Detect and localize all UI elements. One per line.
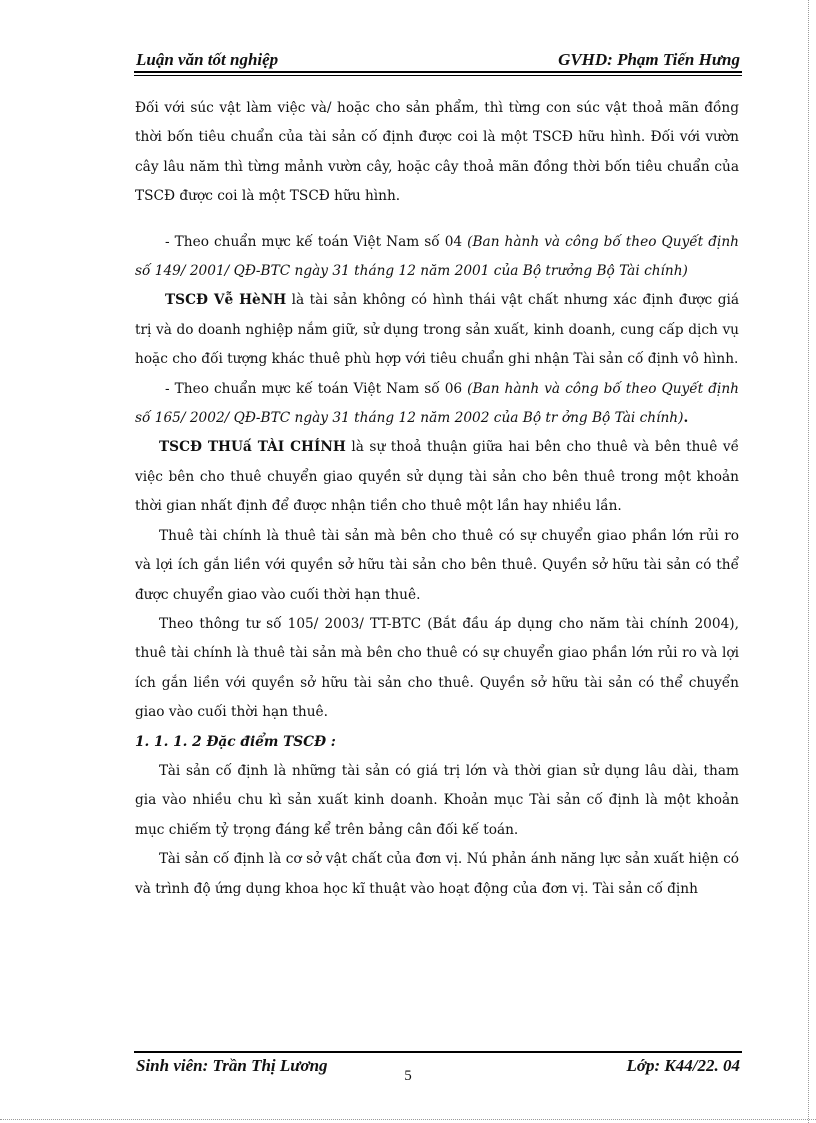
paragraph-lease-transfer: Thuê tài chính là thuê tài sản mà bên cho thuê có sự chuyển giao phần lớn rủi ro và lợi ích gắn liền với quyền sở hữu tài sản cho bên thuê. Quyền sở hữu tài sản có thể được chuyển giao vào cuối thời hạn thuê.	[135, 527, 739, 603]
header-rule-thin	[134, 75, 742, 76]
page-header	[136, 50, 740, 72]
standard-06-citation: (Ban hành và công bố theo Quyết định số 165/ 2002/ QĐ-BTC ngày 31 tháng 12 năm 2002 của Bộ tr ởng Bộ Tài chính)	[135, 380, 739, 427]
footer-class: Lớp: K44/22. 04	[626, 1056, 740, 1075]
standard-04-citation: (Ban hành và công bố theo Quyết định số 149/ 2001/ QĐ-BTC ngày 31 tháng 12 năm 2001 của Bộ trưởng Bộ Tài chính)	[135, 233, 739, 280]
header-title: Luận văn tốt nghiệp	[136, 50, 279, 69]
footer-rule	[134, 1051, 742, 1053]
footer-student: Sinh viên: Trần Thị Lương	[136, 1056, 328, 1075]
paragraph-finance-lease	[135, 433, 739, 521]
term-finance-lease: TSCĐ THUấ TÀI CHÍNH	[159, 439, 346, 456]
page-body	[135, 94, 739, 904]
page-edge-bottom	[0, 1119, 816, 1121]
paragraph-standard-06	[135, 375, 739, 434]
term-intangible: TSCĐ Vễ HèNH	[165, 292, 287, 309]
paragraph-standard-04	[135, 228, 739, 287]
header-rule	[134, 71, 742, 73]
intangible-definition: là tài sản không có hình thái vật chất nhưng xác định được giá trị và do doanh nghiệp nắm giữ, sử dụng trong sản xuất, kinh doanh, cung cấp dịch vụ hoặc cho đối tượng khác thuê phù hợp với tiêu chuẩn ghi nhận Tài sản cố định vô hình.	[135, 292, 739, 368]
page-edge-right	[808, 0, 810, 1123]
paragraph-characteristics: Tài sản cố định là những tài sản có giá trị lớn và thời gian sử dụng lâu dài, tham gia vào nhiều chu kì sản xuất kinh doanh. Khoản mục Tài sản cố định là một khoản mục chiếm tỷ trọng đáng kể trên bảng cân đối kế toán.	[135, 762, 739, 838]
paragraph-material-base: Tài sản cố định là cơ sở vật chất của đơn vị. Nú phản ánh năng lực sản xuất hiện có và trình độ ứng dụng khoa học kĩ thuật vào hoạt động của đơn vị. Tài sản cố định	[135, 851, 739, 897]
paragraph-intangible	[135, 286, 739, 374]
header-supervisor: GVHD: Phạm Tiến Hưng	[558, 50, 740, 69]
standard-06-text: - Theo chuẩn mực kế toán Việt Nam số 06	[165, 380, 468, 397]
paragraph-circular-105: Theo thông tư số 105/ 2003/ TT-BTC (Bắt đầu áp dụng cho năm tài chính 2004), thuê tài chính là thuê tài sản mà bên cho thuê có sự chuyển giao phần lớn rủi ro và lợi ích gắn liền với quyền sở hữu tài sản cho thuê. Quyền sở hữu tài sản có thể chuyển giao vào cuối thời hạn thuê.	[135, 615, 739, 721]
finance-lease-definition: là sự thoả thuận giữa hai bên cho thuê và bên thuê về việc bên cho thuê chuyển giao quyền sử dụng tài sản cho bên thuê trong một khoản thời gian nhất định để được nhận tiền cho thuê một lần hay nhiều lần.	[135, 439, 739, 515]
paragraph-livestock: Đối với súc vật làm việc và/ hoặc cho sản phẩm, thì từng con súc vật thoả mãn đồng thời bốn tiêu chuẩn của tài sản cố định được coi là một TSCĐ hữu hình. Đối với vườn cây lâu năm thì từng mảnh vườn cây, hoặc cây thoả mãn đồng thời bốn tiêu chuẩn của TSCĐ được coi là một TSCĐ hữu hình.	[135, 100, 739, 205]
standard-06-end: .	[683, 410, 689, 427]
page-number: 5	[404, 1068, 412, 1084]
section-heading: 1. 1. 1. 2 Đặc điểm TSCĐ :	[135, 733, 336, 750]
standard-04-text: - Theo chuẩn mực kế toán Việt Nam số 04	[165, 233, 468, 250]
